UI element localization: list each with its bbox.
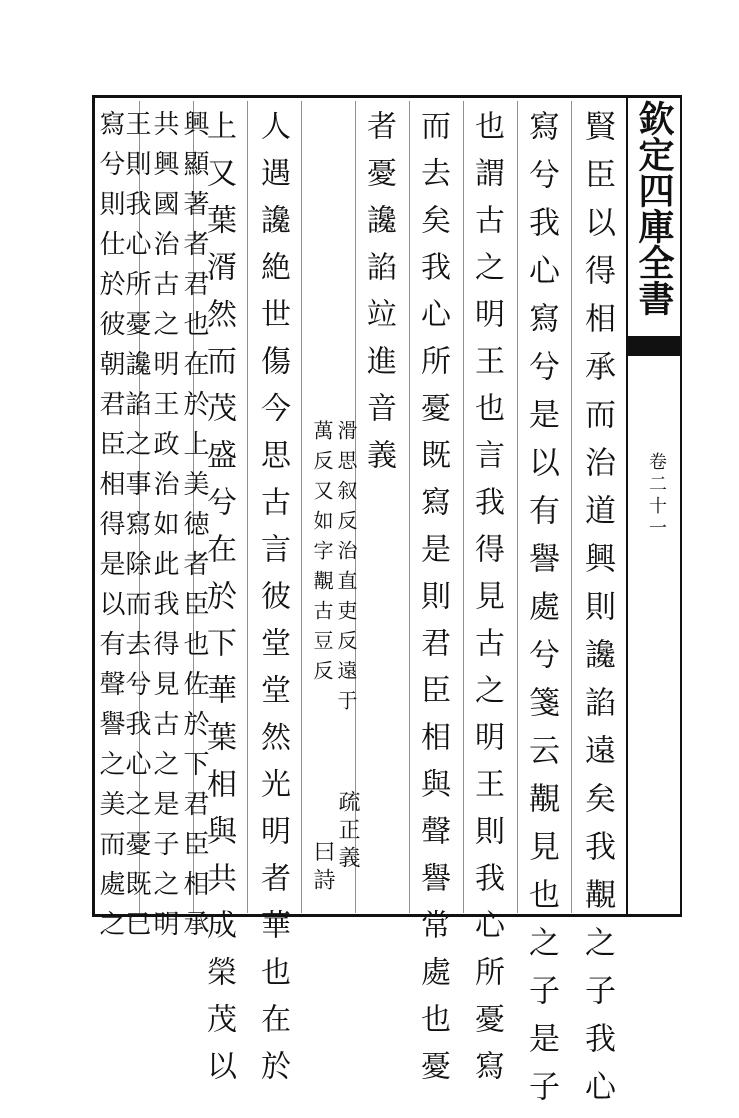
fish-tail-mark xyxy=(628,336,680,356)
text-column: 者憂讒諂竝進音義 xyxy=(361,110,396,486)
column-rule xyxy=(517,101,518,913)
text-column: 寫兮則仕於彼朝君臣相得是以有聲譽之美而處之 xyxy=(95,110,125,950)
annotation-column: 滑思叙反治直吏反遠于 xyxy=(334,420,358,720)
text-column: 興顯著者君也在於上美徳者臣也佐於下君臣相承 xyxy=(179,110,209,950)
text-column: 人遇讒絶世傷今思古言彼堂堂然光明者華也在於 xyxy=(255,110,290,1097)
annotation-column: 萬反又如字覯古豆反 xyxy=(310,420,334,690)
text-column: 也謂古之明王也言我得見古之明王則我心所憂寫 xyxy=(469,110,504,1097)
annotation-column: 疏正義 xyxy=(335,790,360,874)
column-rule xyxy=(247,101,248,913)
text-column: 上又葉湑然而茂盛兮在於下華葉相與共成榮茂以 xyxy=(201,110,236,1097)
volume-number: 卷二十一 xyxy=(646,452,667,540)
column-rule xyxy=(571,101,572,913)
column-rule xyxy=(409,101,410,913)
column-rule xyxy=(463,101,464,913)
text-column: 王則我心所憂讒諂之事寫除而去兮我心之憂既已 xyxy=(121,110,151,950)
text-column: 共興國治古之明王政治如此我得見古之是子之明 xyxy=(149,110,179,950)
text-column: 而去矣我心所憂既寫是則君臣相與聲譽常處也憂 xyxy=(415,110,450,1097)
annotation-column: 曰詩 xyxy=(310,840,335,896)
text-column: 寫兮我心寫兮是以有譽處兮箋云覯見也之子是子 xyxy=(523,110,559,1118)
column-rule xyxy=(301,101,302,913)
book-title: 欽定四庫全書 xyxy=(633,100,675,316)
text-column: 賢臣以得相承而治道興則讒諂遠矣我覯之子我心 xyxy=(579,110,615,1118)
